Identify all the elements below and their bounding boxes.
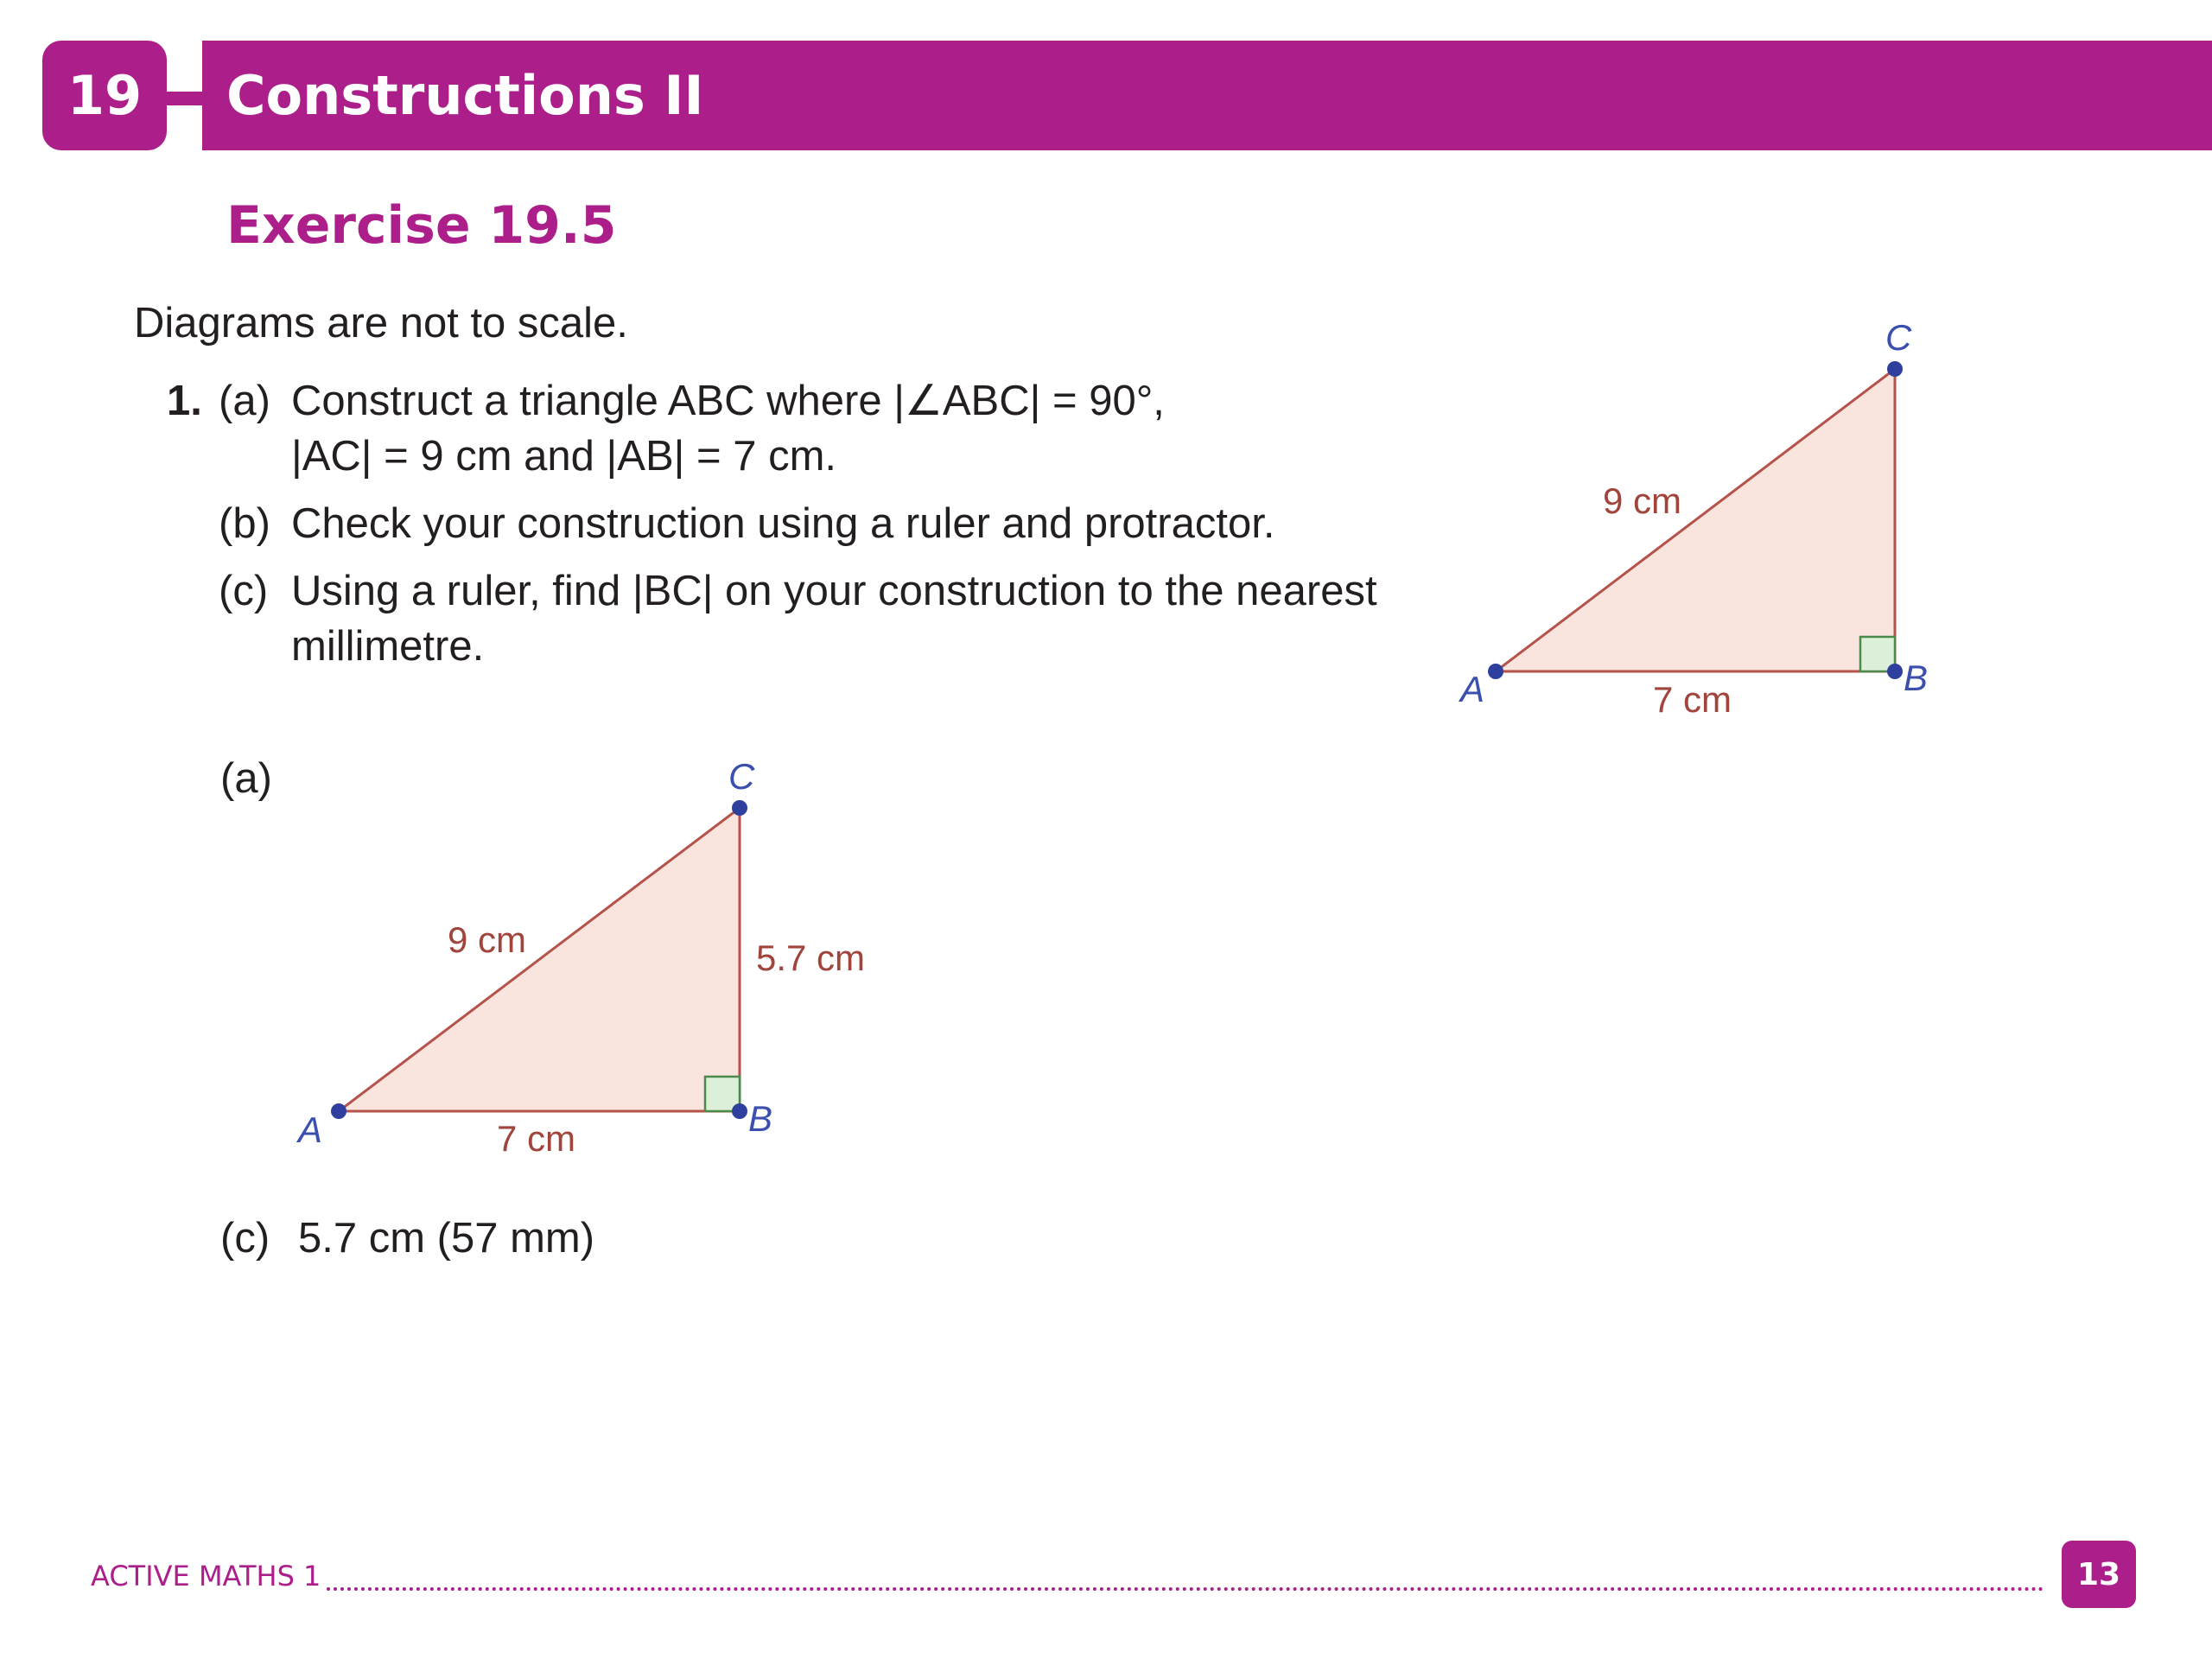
answer-triangle-diagram bbox=[285, 743, 907, 1175]
question-number: 1. bbox=[167, 378, 202, 424]
part-c-label: (c) bbox=[219, 568, 269, 614]
question-point-b bbox=[1887, 664, 1903, 679]
question-vertex-a-label: A bbox=[1460, 669, 1485, 709]
answer-c-text: 5.7 cm (57 mm) bbox=[298, 1215, 595, 1262]
question-vertex-b-label: B bbox=[1904, 658, 1929, 698]
question-point-c bbox=[1887, 361, 1903, 377]
exercise-title: Exercise 19.5 bbox=[226, 195, 617, 256]
answer-triangle bbox=[339, 808, 740, 1111]
answer-c-label: (c) bbox=[220, 1215, 270, 1262]
answer-side-ab-label: 7 cm bbox=[497, 1118, 576, 1159]
part-a-line-1: Construct a triangle ABC where |∠ABC| = 90°, bbox=[291, 378, 1165, 424]
footer-book-title: ACTIVE MATHS 1 bbox=[91, 1560, 321, 1592]
answer-point-c bbox=[732, 800, 747, 816]
part-c-line-1: Using a ruler, find |BC| on your construction to the nearest bbox=[291, 568, 1377, 614]
answer-point-b bbox=[732, 1103, 747, 1119]
question-side-ab-label: 7 cm bbox=[1653, 679, 1732, 720]
answer-side-ac-label: 9 cm bbox=[448, 919, 527, 960]
answer-a-label: (a) bbox=[220, 755, 272, 802]
question-side-ac-label: 9 cm bbox=[1603, 480, 1682, 521]
footer-dotted-rule bbox=[327, 1587, 2044, 1591]
question-triangle-diagram bbox=[1434, 302, 1953, 726]
question-triangle bbox=[1496, 369, 1895, 671]
question-point-a bbox=[1488, 664, 1503, 679]
part-b-line-1: Check your construction using a ruler and protractor. bbox=[291, 500, 1275, 547]
answer-point-a bbox=[331, 1103, 346, 1119]
answer-side-bc-label: 5.7 cm bbox=[756, 938, 866, 978]
chapter-number: 19 bbox=[67, 64, 143, 127]
page-number-badge bbox=[2062, 1541, 2136, 1608]
intro-text: Diagrams are not to scale. bbox=[134, 300, 628, 346]
part-c-line-2: millimetre. bbox=[291, 623, 485, 670]
answer-vertex-c-label: C bbox=[728, 756, 755, 797]
chapter-number-badge bbox=[42, 41, 167, 150]
part-a-label: (a) bbox=[219, 378, 270, 424]
part-b-label: (b) bbox=[219, 500, 270, 547]
question-vertex-c-label: C bbox=[1885, 317, 1912, 358]
page-number: 13 bbox=[2076, 1556, 2121, 1592]
answer-vertex-b-label: B bbox=[748, 1098, 773, 1139]
chapter-title: Constructions II bbox=[226, 63, 704, 127]
answer-vertex-a-label: A bbox=[298, 1109, 323, 1150]
header-connector bbox=[164, 92, 206, 105]
part-a-line-2: |AC| = 9 cm and |AB| = 7 cm. bbox=[291, 433, 836, 480]
